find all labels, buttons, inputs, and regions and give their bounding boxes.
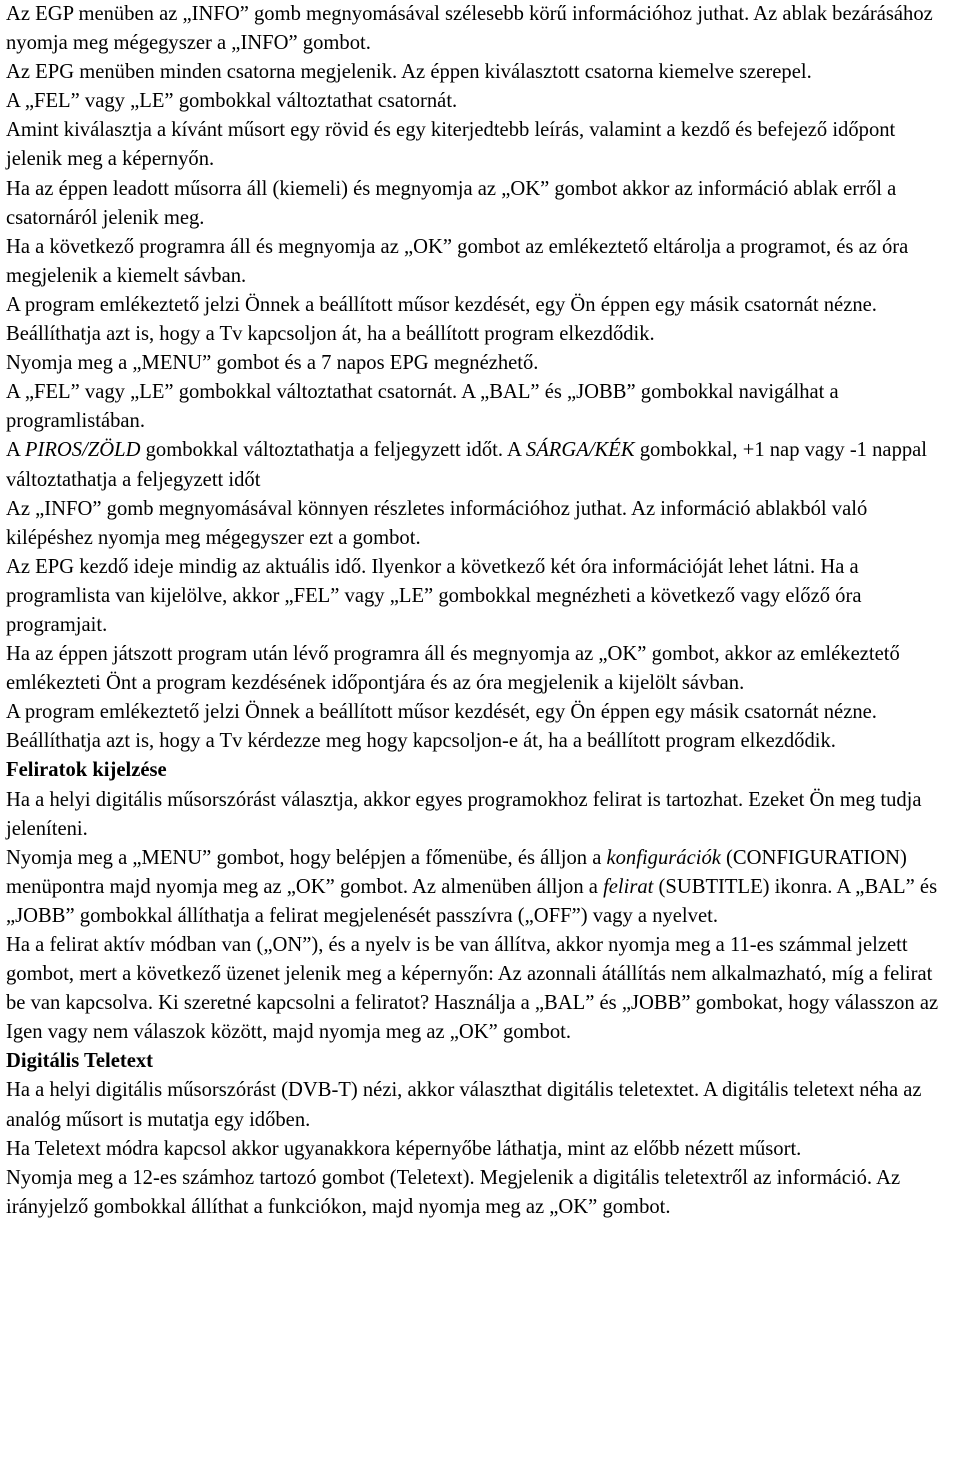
text-segment: A [6, 439, 25, 462]
paragraph-subtitles-intro: Ha a helyi digitális műsorszórást választja, akkor egyes programokhoz felirat is tartozhat. Ezeket Ön meg tudja jeleníteni. [6, 788, 922, 840]
paragraph-current-program: Ha az éppen leadott műsorra áll (kiemeli) és megnyomja az „OK” gombot akkor az információ ablak erről a csatornáról jelenik meg. [6, 177, 897, 229]
italic-yellow-blue: SÁRGA/KÉK [525, 439, 635, 462]
text-segment: gombokkal változtathatja a feljegyzett időt. A [140, 439, 526, 462]
paragraph-menu-7day: Nyomja meg a „MENU” gombot és a 7 napos EPG megnézhető. [6, 352, 539, 375]
paragraph-epg-start-time: Az EPG kezdő ideje mindig az aktuális idő. Ilyenkor a következő két óra információját lehet látni. Ha a programlista van kijelölve, akkor „FEL” vagy „LE” gombokkal megnézheti a következő vagy előző óra programjait. [6, 555, 862, 636]
paragraph-info-detail: Az „INFO” gomb megnyomásával könnyen részletes információhoz juthat. Az információ ablakból való kilépéshez nyomja meg mégegyszer ezt a gombot. [6, 497, 868, 549]
paragraph-subtitles-menu [6, 844, 956, 931]
italic-subtitle: felirat [603, 875, 654, 898]
paragraph-info-button: Az EGP menüben az „INFO” gomb megnyomásával szélesebb körű információhoz juthat. Az ablak bezárásához nyomja meg mégegyszer a „INFO” gombot. [6, 3, 933, 55]
text-segment: (SUBTITLE) ikonra. A „BAL” és „JOBB” gombokkal állíthatja a felirat megjelenését passzívra („OFF”) vagy a nyelvet. [6, 875, 938, 927]
paragraph-next-program: Ha a következő programra áll és megnyomja az „OK” gombot az emlékeztető eltárolja a programot, és az óra megjelenik a kiemelt sávban. [6, 235, 909, 287]
heading-teletext: Digitális Teletext [6, 1050, 154, 1073]
italic-red-green: PIROS/ZÖLD [24, 439, 141, 462]
heading-subtitles: Feliratok kijelzése [6, 759, 167, 782]
paragraph-up-down: A „FEL” vagy „LE” gombokkal változtathat csatornát. [6, 90, 458, 113]
paragraph-navigation: A „FEL” vagy „LE” gombokkal változtathat csatornát. A „BAL” és „JOBB” gombokkal navigálhat a programlistában. [6, 381, 839, 433]
paragraph-color-buttons [6, 436, 956, 494]
text-segment: (CONFIGURATION) menüpontra majd nyomja meg az „OK” gombot. Az almenüben álljon a [6, 846, 907, 898]
paragraph-reminder: A program emlékeztető jelzi Önnek a beállított műsor kezdését, egy Ön éppen egy másik csatornát nézne. Beállíthatja azt is, hogy a Tv kapcsoljon át, ha a beállított program elkezdődik. [6, 293, 877, 346]
paragraph-subtitles-active: Ha a felirat aktív módban van („ON”), és a nyelv is be van állítva, akkor nyomja meg a 11-es számmal jelzett gombot, mert a következő üzenet jelenik meg a képernyőn: Az azonnali átállítás nem alkalmazható, míg a felirat be van kapcsolva. Ki szeretné kapcsolni a feliratot? Használja a „BAL” és „JOBB” gombokat, hogy válasszon az Igen vagy nem válaszok között, majd nyomja meg az „OK” gombot. [6, 934, 939, 1044]
paragraph-reminder-ok: Ha az éppen játszott program után lévő programra áll és megnyomja az „OK” gombot, akkor az emlékeztető emlékezteti Önt a program kezdésének időpontjára és az óra megjelenik a kijelölt sávban. [6, 643, 900, 695]
italic-configuration: konfigurációk [606, 846, 721, 869]
paragraph-teletext-button: Nyomja meg a 12-es számhoz tartozó gombot (Teletext). Megjelenik a digitális teletextről az információ. Az irányjelző gombokkal állíthat a funkciókon, majd nyomja meg az „OK” gombot. [6, 1166, 901, 1218]
paragraph-program-description: Amint kiválasztja a kívánt műsort egy rövid és egy kiterjedtebb leírás, valamint a kezdő és befejező időpont jelenik meg a képernyőn. [6, 119, 896, 171]
text-segment: Nyomja meg a „MENU” gombot, hogy belépjen a főmenübe, és álljon a [6, 846, 607, 869]
paragraph-teletext-mode: Ha Teletext módra kapcsol akkor ugyanakkora képernyőbe láthatja, mint az előbb nézett műsort. [6, 1137, 802, 1160]
paragraph-epg-channels: Az EPG menüben minden csatorna megjelenik. Az éppen kiválasztott csatorna kiemelve szerepel. [6, 61, 812, 84]
paragraph-reminder-ask: A program emlékeztető jelzi Önnek a beállított műsor kezdését, egy Ön éppen egy másik csatornát nézne. Beállíthatja azt is, hogy a Tv kérdezze meg hogy kapcsoljon-e át, ha a beállított program elkezdődik. [6, 701, 877, 753]
text-segment: gombokkal, +1 nap vagy -1 nappal változtathatja a feljegyzett időt [6, 439, 928, 491]
paragraph-teletext-intro: Ha a helyi digitális műsorszórást (DVB-T) nézi, akkor választhat digitális teletextet. A digitális teletext néha az analóg műsort is mutatja egy időben. [6, 1079, 922, 1131]
